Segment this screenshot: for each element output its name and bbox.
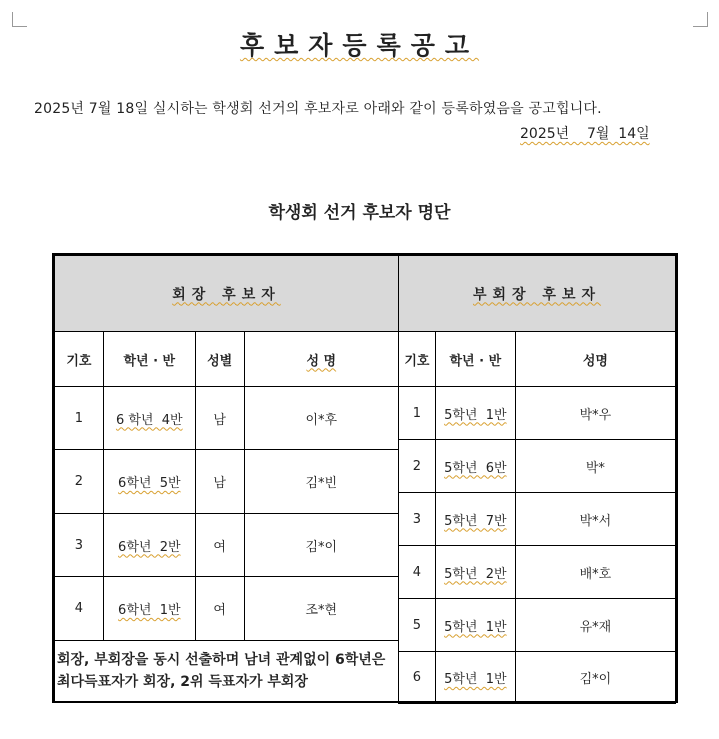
president-header	[55, 256, 399, 332]
table-row	[399, 652, 676, 704]
table-row	[55, 450, 399, 514]
document-title	[0, 26, 719, 62]
page-corner-mark-left	[12, 12, 27, 27]
vice-president-header	[399, 256, 676, 332]
cell-number: 2	[55, 450, 104, 514]
table-row	[55, 577, 399, 641]
cell-class	[435, 387, 515, 440]
cell-name: 박*	[515, 440, 675, 493]
cell-name: 박*우	[515, 387, 675, 440]
cell-class-text: 5학년 2반	[444, 566, 507, 582]
cell-class	[435, 652, 515, 704]
cell-class-text: 5학년 1반	[444, 672, 507, 687]
cell-class-text: 6학년 5반	[118, 476, 181, 491]
cell-gender: 남	[195, 387, 244, 450]
table-row	[399, 493, 676, 546]
cell-class-text: 6학년 1반	[118, 603, 181, 618]
table-title: 학생회 선거 후보자 명단	[268, 203, 451, 223]
cell-name: 조*현	[244, 577, 398, 641]
cell-class	[435, 440, 515, 493]
cell-class	[435, 546, 515, 599]
col-class: 학년 · 반	[103, 332, 195, 387]
col-gender: 성별	[195, 332, 244, 387]
vice-president-header-text: 부회장 후보자	[472, 286, 602, 303]
table-row	[399, 440, 676, 493]
table-row	[399, 546, 676, 599]
cell-class	[435, 493, 515, 546]
cell-class-text: 5학년 1반	[444, 619, 507, 635]
table-row	[55, 514, 399, 577]
cell-number: 4	[55, 577, 104, 641]
cell-class	[103, 514, 195, 577]
intro-paragraph: 2025년 7월 18일 실시하는 학생회 선거의 후보자로 아래와 같이 등록하였음을 공고힙니다.	[34, 101, 602, 117]
cell-class	[435, 599, 515, 652]
cell-name: 배*호	[515, 546, 675, 599]
table-row	[55, 387, 399, 450]
announcement-date-text: 2025년 7월 14일	[520, 126, 650, 142]
vice-president-table	[398, 255, 676, 704]
cell-class	[103, 450, 195, 514]
cell-number: 1	[55, 387, 104, 450]
announcement-date	[520, 123, 650, 143]
cell-class-text: 5학년 7반	[444, 513, 507, 529]
cell-class	[103, 387, 195, 450]
cell-class-text: 5학년 6반	[444, 460, 507, 476]
cell-gender: 여	[195, 514, 244, 577]
cell-number: 6	[399, 652, 436, 704]
col-name: 성명	[515, 332, 675, 387]
cell-number: 2	[399, 440, 436, 493]
col-name-text: 성 명	[306, 353, 337, 369]
president-header-text: 회장 후보자	[172, 286, 281, 303]
page-corner-mark-right	[693, 12, 708, 27]
document-title-text: 후보자등록공고	[239, 31, 480, 60]
cell-name: 박*서	[515, 493, 675, 546]
col-number: 기호	[55, 332, 104, 387]
cell-class	[103, 577, 195, 641]
cell-number: 1	[399, 387, 436, 440]
table-row	[399, 599, 676, 652]
president-table	[54, 255, 399, 702]
cell-class-text: 6 학년 4반	[115, 412, 183, 428]
cell-gender: 남	[195, 450, 244, 514]
cell-name: 김*빈	[244, 450, 398, 514]
cell-name: 김*이	[515, 652, 675, 704]
cell-number: 3	[399, 493, 436, 546]
table-row	[399, 387, 676, 440]
candidate-table	[52, 253, 678, 703]
election-note: 회장, 부회장을 동시 선출하며 남녀 관계없이 6학년은 최다득표자가 회장, 2위 득표자가 부회장	[55, 641, 399, 702]
cell-class-text: 6학년 2반	[118, 539, 181, 555]
cell-gender: 여	[195, 577, 244, 641]
col-class: 학년 · 반	[435, 332, 515, 387]
cell-name: 이*후	[244, 387, 398, 450]
col-name	[244, 332, 398, 387]
col-number: 기호	[399, 332, 436, 387]
cell-name: 유*재	[515, 599, 675, 652]
cell-number: 5	[399, 599, 436, 652]
cell-class-text: 5학년 1반	[444, 407, 507, 423]
cell-number: 3	[55, 514, 104, 577]
cell-name: 김*이	[244, 514, 398, 577]
cell-number: 4	[399, 546, 436, 599]
